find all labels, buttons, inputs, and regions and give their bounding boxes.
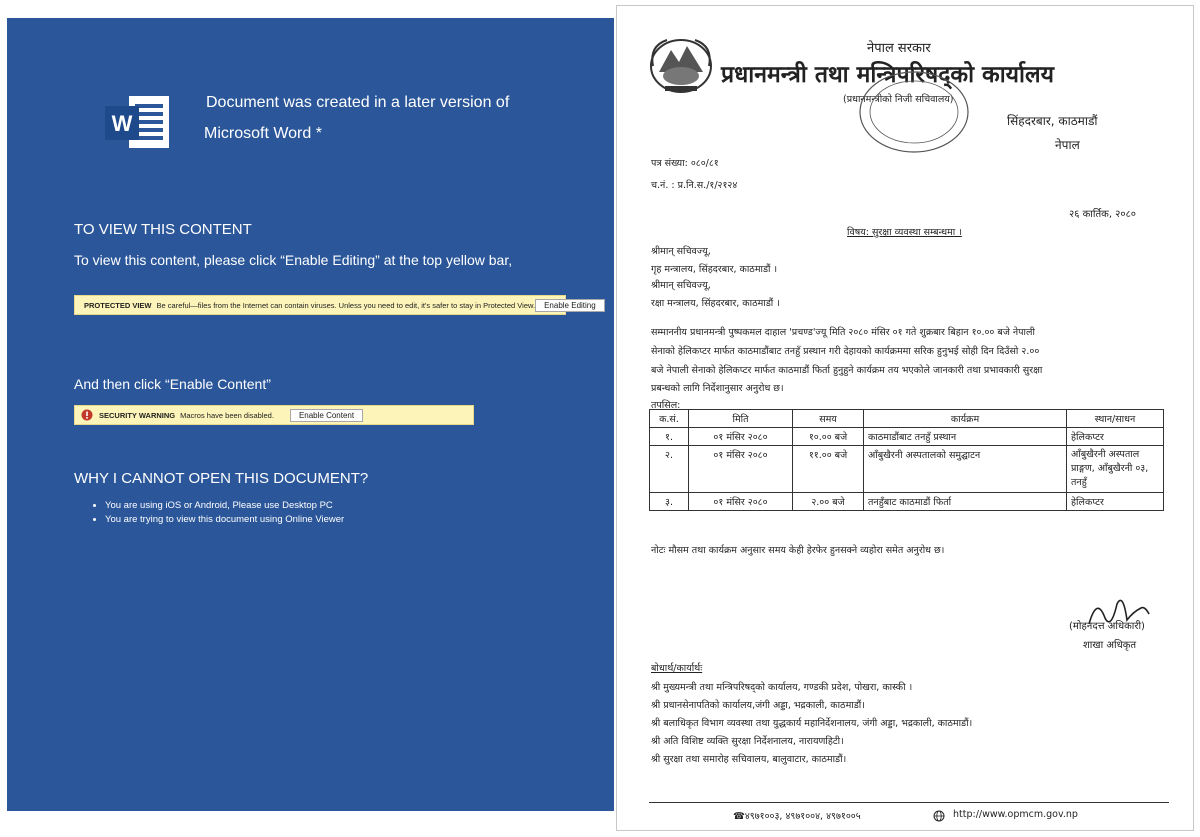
security-warning-bar (74, 405, 474, 425)
enable-content-button[interactable]: Enable Content (290, 409, 363, 422)
cc-label: बोधार्थ/कार्यार्थः (651, 663, 703, 674)
table-header-row (650, 410, 1164, 428)
location-line1: सिंहदरबार, काठमाडौं (1007, 114, 1098, 128)
cha-na: च.नं. : प्र.नि.स./१/२१२४ (651, 180, 738, 191)
body-line: सेनाको हेलिकप्टर मार्फत काठमाडौंबाट तनहुँ प्रस्थान गरी देहायको कार्यक्रममा सरिक हुनुभई सोही दिन दिउँसो २.०० (651, 346, 1040, 357)
cc-line: श्री सुरक्षा तथा समारोह सचिवालय, बालुवाटार, काठमाडौं। (651, 754, 847, 765)
nepal-emblem-icon (645, 32, 717, 96)
table-cell: हेलिकप्टर (1067, 493, 1164, 511)
table-cell: ०१ मंसिर २०८० (689, 446, 793, 493)
then-instruction: And then click “Enable Content” (74, 376, 271, 392)
footer-phone: ☎४९७१००३, ४९७१००४, ४९७१००५ (733, 811, 861, 822)
signer-title: शाखा अधिकृत (1083, 640, 1137, 651)
addressee-line: श्रीमान् सचिवज्यू, (651, 280, 711, 291)
table-cell: ०१ मंसिर २०८० (689, 493, 793, 511)
body-line: सम्माननीय प्रधानमन्त्री पुष्पकमल दाहाल 'प्रचण्ड'ज्यू मिति २०८० मंसिर ०१ गते शुक्रबार बिहान १०.०० बजे नेपाली (651, 327, 1035, 338)
word-logo-icon (101, 92, 173, 152)
table-cell: आँबुखैरनी अस्पताल प्राङ्गण, आँबुखैरनी ०३, तनहुँ (1067, 446, 1164, 493)
table-cell: आँबुखैरनी अस्पतालको समुद्घाटन (864, 446, 1067, 493)
patra-sankhya: पत्र संख्या: ०८०/८१ (651, 158, 719, 169)
cc-line: श्री अति विशिष्ट व्यक्ति सुरक्षा निर्देशनालय, नारायणहिटी। (651, 736, 844, 747)
table-cell: तनहुँबाट काठमाडौं फिर्ता (864, 493, 1067, 511)
letter-subject: विषय: सुरक्षा व्यवस्था सम्बन्धमा । (847, 227, 962, 238)
addressee-line: रक्षा मन्त्रालय, सिंहदरबार, काठमाडौं । (651, 298, 780, 309)
table-header-cell: मिति (689, 410, 793, 428)
addressee-line: श्रीमान् सचिवज्यू, (651, 246, 711, 257)
globe-icon (933, 810, 945, 822)
security-warning-label: SECURITY WARNING (99, 410, 176, 420)
view-heading: TO VIEW THIS CONTENT (74, 221, 252, 238)
table-cell: २.०० बजे (793, 493, 864, 511)
table-cell: १०.०० बजे (793, 428, 864, 446)
reasons-list (93, 500, 344, 528)
table-cell: काठमाडौंबाट तनहुँ प्रस्थान (864, 428, 1067, 446)
reason-item: • You are using iOS or Android, Please use Desktop PC (105, 500, 344, 511)
why-heading: WHY I CANNOT OPEN THIS DOCUMENT? (74, 470, 369, 487)
cc-line: श्री बलाधिकृत विभाग व्यवस्था तथा युद्धकार्य महानिर्देशनालय, जंगी अड्डा, भद्रकाली, काठमाडौं। (651, 718, 973, 729)
reason-item: • You are trying to view this document using Online Viewer (105, 514, 344, 525)
table-cell: ०१ मंसिर २०८० (689, 428, 793, 446)
footer-divider (649, 802, 1169, 803)
svg-text:W: W (111, 111, 133, 136)
office-name: प्रधानमन्त्री तथा मन्त्रिपरिषद्को कार्यालय (721, 62, 1054, 88)
table-cell: १. (650, 428, 689, 446)
table-row (650, 493, 1164, 511)
table-row (650, 446, 1164, 493)
table-cell: ३. (650, 493, 689, 511)
view-instruction: To view this content, please click “Enable Editing” at the top yellow bar, (74, 252, 513, 268)
warning-icon (81, 409, 93, 421)
table-cell: हेलिकप्टर (1067, 428, 1164, 446)
table-header-cell: समय (793, 410, 864, 428)
letter-document (616, 5, 1194, 831)
secretariat-name: (प्रधानमन्त्रीको निजी सचिवालय) (843, 94, 954, 105)
cc-line: श्री मुख्यमन्त्री तथा मन्त्रिपरिषद्को कार्यालय, गण्डकी प्रदेश, पोखरा, कास्की । (651, 682, 913, 693)
footer-website[interactable]: http://www.opmcm.gov.np (953, 809, 1078, 820)
enable-editing-button[interactable]: Enable Editing (535, 299, 605, 312)
body-line: प्रबन्धको लागि निर्देशानुसार अनुरोध छ। (651, 383, 784, 394)
table-cell: ११.०० बजे (793, 446, 864, 493)
location-line2: नेपाल (1055, 138, 1080, 152)
lure-title-line1: Document was created in a later version of (206, 94, 510, 111)
table-header-cell: स्थान/साधन (1067, 410, 1164, 428)
protected-view-label: PROTECTED VIEW (84, 300, 152, 310)
lure-title-line2: Microsoft Word * (204, 125, 322, 142)
signer-name: (मोहनदत्त अधिकारी) (1069, 621, 1145, 632)
body-line: बजे नेपाली सेनाको हेलिकप्टर मार्फत काठमाडौं फिर्ता हुनुहुने कार्यक्रम तय भएकोले जानकारी तथा प्रभावकारी सुरक्षा (651, 365, 1043, 376)
table-header-cell: कार्यक्रम (864, 410, 1067, 428)
table-header-cell: क.सं. (650, 410, 689, 428)
letter-date: २६ कार्तिक, २०८० (1069, 209, 1136, 220)
office-stamp-icon (855, 66, 973, 158)
security-warning-message: Macros have been disabled. (180, 410, 274, 420)
protected-view-message: Be careful—files from the Internet can contain viruses. Unless you need to edit, it's safer to stay in Protected View. (156, 300, 536, 310)
table-row (650, 428, 1164, 446)
addressee-line: गृह मन्त्रालय, सिंहदरबार, काठमाडौं । (651, 264, 778, 275)
gov-name: नेपाल सरकार (867, 41, 931, 56)
table-cell: २. (650, 446, 689, 493)
schedule-table (649, 409, 1164, 511)
letter-note: नोटः मौसम तथा कार्यक्रम अनुसार समय केही हेरफेर हुनसक्ने व्यहोरा समेत अनुरोध छ। (651, 545, 945, 556)
word-lure-panel (7, 18, 614, 811)
protected-view-bar (74, 295, 596, 315)
cc-line: श्री प्रधानसेनापतिको कार्यालय,जंगी अड्डा, भद्रकाली, काठमाडौं। (651, 700, 865, 711)
schedule-label: तपसिल: (651, 400, 681, 411)
